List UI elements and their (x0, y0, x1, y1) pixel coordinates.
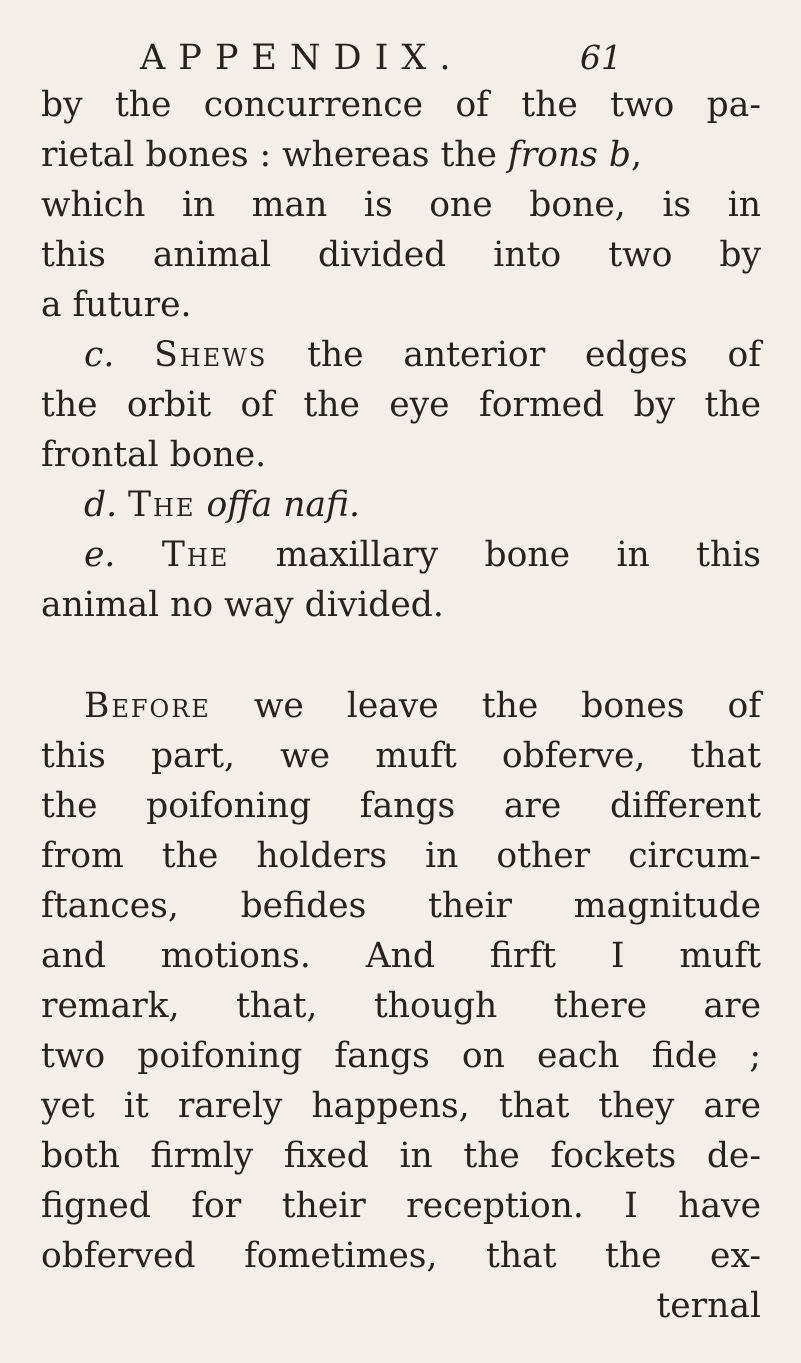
text-line: yet it rarely happens, that they are (41, 1086, 761, 1126)
text-line: a future. (41, 285, 192, 325)
text-line: two poifoning fangs on each fide ; (41, 1036, 761, 1076)
text-line: the orbit of the eye formed by the (41, 385, 761, 425)
text-line: and motions. And firft I muft (41, 936, 761, 976)
text-line: obferved fometimes, that the ex- (41, 1236, 761, 1276)
page-number: 61 (580, 38, 622, 77)
running-title: APPENDIX. (140, 38, 464, 78)
catchword: ternal (656, 1286, 761, 1326)
text-line: the poifoning fangs are different (41, 786, 761, 826)
item-letter: e. (84, 535, 116, 575)
text-line: figned for their reception. I have (41, 1186, 761, 1226)
text-line: which in man is one bone, is in (41, 185, 761, 225)
text-line: this animal divided into two by (41, 235, 761, 275)
text-line: both firmly fixed in the fockets de- (41, 1136, 761, 1176)
text-line: e. The maxillary bone in this (84, 535, 761, 575)
item-letter: c. (84, 335, 115, 375)
italic-term: offa nafi. (206, 485, 360, 525)
text-line: c. Shews the anterior edges of (84, 335, 761, 375)
text-line: frontal bone. (41, 435, 267, 475)
item-letter: d. (84, 485, 118, 525)
italic-term: frons b (507, 135, 631, 175)
text-line: d. The offa nafi. (84, 485, 360, 525)
text-line: animal no way divided. (41, 585, 444, 625)
text-line: Before we leave the bones of (84, 686, 762, 726)
text-line: rietal bones : whereas the frons b, (41, 135, 642, 175)
text-line: by the concurrence of the two pa- (41, 85, 761, 125)
text-line: ftances, befides their magnitude (41, 886, 761, 926)
text-line: remark, that, though there are (41, 986, 761, 1026)
text-line: this part, we muft obferve, that (41, 736, 761, 776)
text-line: from the holders in other circum- (41, 836, 761, 876)
